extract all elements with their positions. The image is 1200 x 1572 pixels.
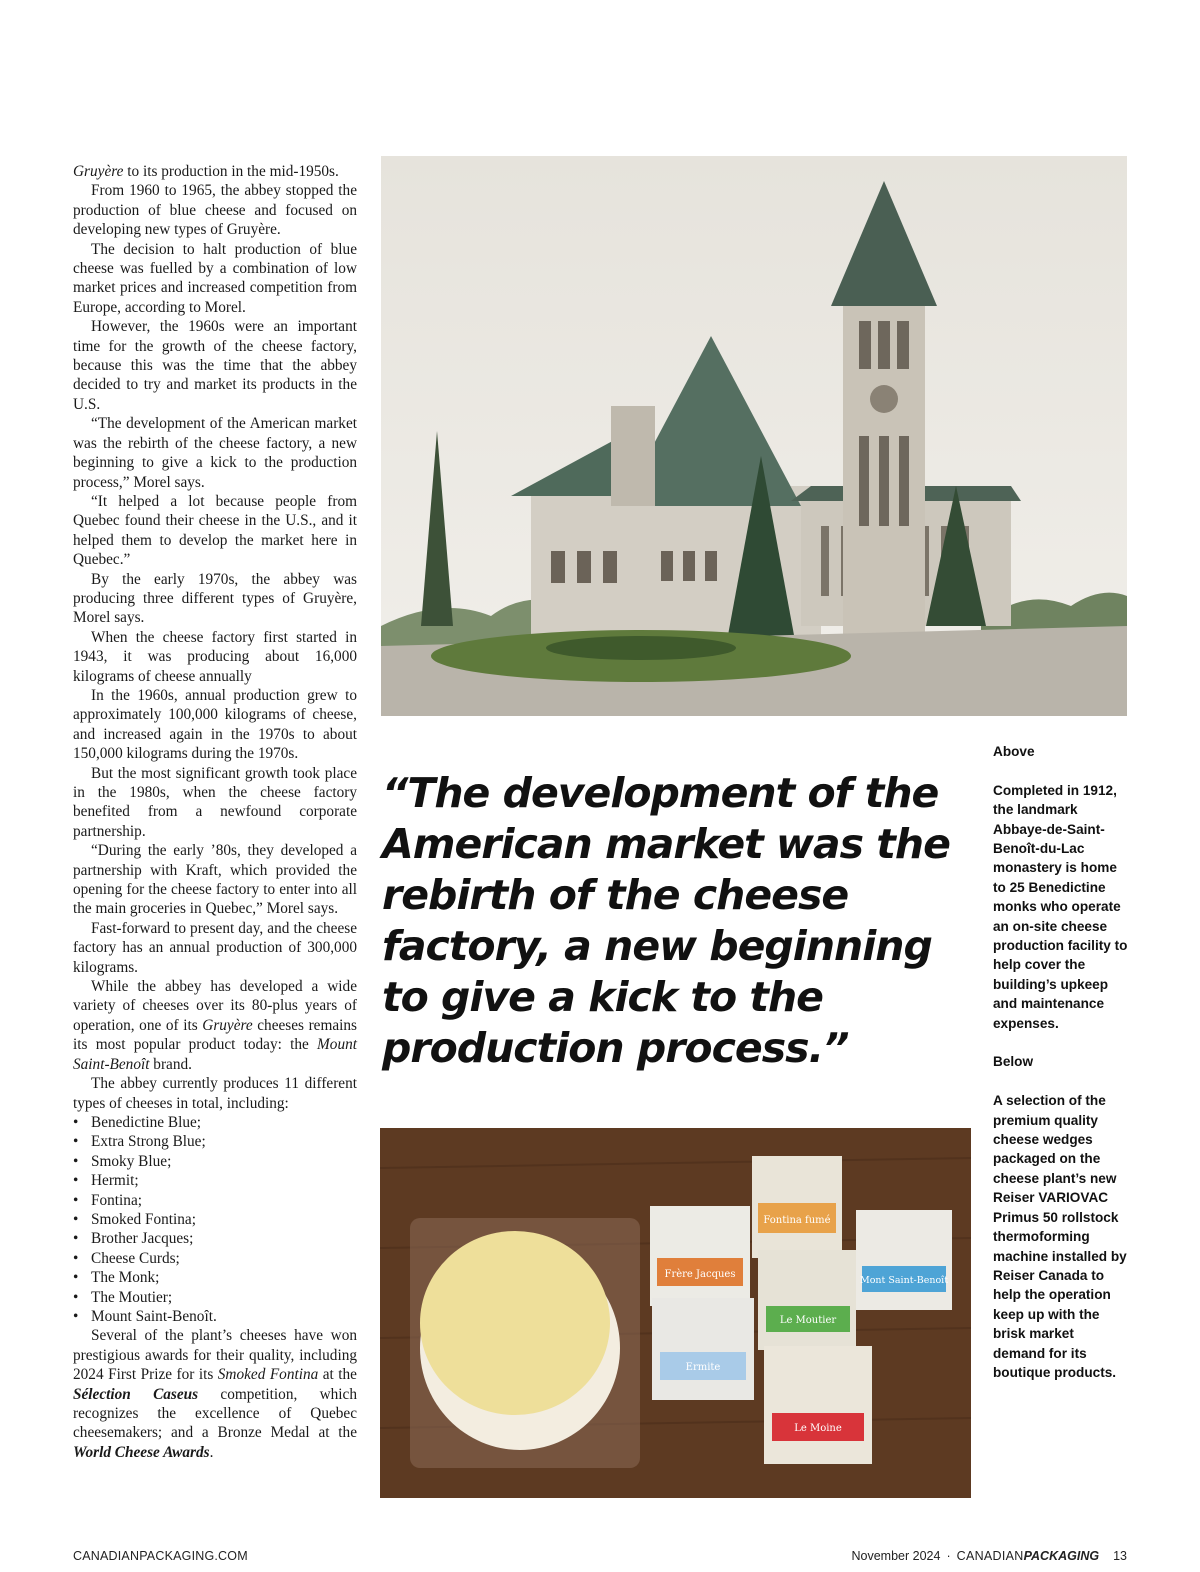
emphasis-text: Sélection Caseus: [73, 1385, 199, 1403]
article-body-column: [73, 162, 357, 1462]
paragraph-text: at the: [318, 1366, 357, 1384]
paragraph: “It helped a lot because people from Quebec found their cheese in the U.S., and it helped them to develop the market here in Quebec.”: [73, 492, 357, 569]
package-label: Frère Jacques: [664, 1269, 736, 1280]
caption-label-below: Below: [993, 1054, 1034, 1070]
emphasis-text: Smoked Fontina: [217, 1366, 319, 1384]
package-label: Le Moine: [794, 1423, 842, 1434]
paragraph: [73, 977, 357, 1074]
list-item: • Mount Saint-Benoît.: [73, 1307, 357, 1326]
paragraph: “The development of the American market was the rebirth of the cheese factory, a new beginning to give a kick to the production process,” Morel says.: [73, 415, 357, 491]
paragraph-text: to its production in the mid-1950s.: [123, 163, 339, 180]
package-label: Fontina fumé: [763, 1215, 831, 1226]
paragraph-text: .: [209, 1443, 214, 1461]
paragraph-text: brand.: [149, 1055, 192, 1073]
emphasis-text: Mount Saint-Benoît: [73, 1036, 357, 1073]
list-item: • Smoked Fontina;: [73, 1210, 357, 1229]
paragraph: “During the early ’80s, they developed a partnership with Kraft, which provided the opening for the cheese factory to enter into all the main groceries in Quebec,” Morel says.: [73, 842, 357, 918]
paragraph-text: cheeses remains its most popular product today: the: [73, 1016, 357, 1054]
caption-above-text: Completed in 1912, the landmark Abbaye-de-Saint-Benoît-du-Lac monastery is home to 25 Benedictine monks who operate an on-site cheese production facility to help cover the building’s upkeep and maintenance expenses.: [993, 782, 1128, 1031]
paragraph: When the cheese factory first started in 1943, it was producing about 16,000 kilograms of cheese annually: [73, 628, 357, 685]
emphasis-text: Gruyère: [73, 163, 124, 180]
footer-issue-info: [852, 1549, 1128, 1563]
list-item: • Benedictine Blue;: [73, 1113, 357, 1132]
list-item: • Smoky Blue;: [73, 1152, 357, 1171]
footer-separator: ·: [946, 1549, 951, 1563]
photo-captions: [993, 742, 1129, 1382]
list-item: • Fontina;: [73, 1191, 357, 1210]
cheese-illustration: [380, 1128, 971, 1498]
paragraph: In the 1960s, annual production grew to approximately 100,000 kilograms of cheese, and increased again in the 1970s to about 150,000 kilograms during the 1970s.: [73, 686, 357, 763]
monastery-photo: [381, 156, 1127, 716]
issue-date: November 2024: [851, 1549, 941, 1563]
cheese-products-photo: [380, 1128, 971, 1498]
cheese-list: [73, 1113, 357, 1326]
paragraph: Fast-forward to present day, and the cheese factory has an annual production of 300,000 kilograms.: [73, 919, 357, 976]
paragraph-text: competition, which recognizes the excellence of Quebec cheesemakers; and a Bronze Medal at the: [73, 1385, 357, 1442]
emphasis-text: Gruyère: [202, 1016, 253, 1034]
package-label: Mont Saint-Benoît: [859, 1275, 949, 1286]
magazine-brand-bold: PACKAGING: [1023, 1549, 1100, 1563]
paragraph: [73, 1326, 357, 1462]
paragraph: The abbey currently produces 11 different types of cheeses in total, including:: [73, 1075, 357, 1112]
list-item: • The Moutier;: [73, 1288, 357, 1307]
list-item: • Extra Strong Blue;: [73, 1132, 357, 1151]
list-item: • The Monk;: [73, 1268, 357, 1287]
caption-spacer: [993, 761, 1129, 780]
magazine-brand-regular: CANADIAN: [956, 1549, 1024, 1563]
paragraph-text: While the abbey has developed a wide variety of cheeses over its 80-plus years of operation, one of its: [73, 978, 357, 1034]
list-item: • Brother Jacques;: [73, 1229, 357, 1248]
caption-below-text: A selection of the premium quality cheese wedges packaged on the cheese plant’s new Reiser VARIOVAC Primus 50 rollstock thermoforming machine installed by Reiser Canada to help the operation keep up with the brisk market demand for its boutique products.: [993, 1093, 1127, 1380]
list-item: • Cheese Curds;: [73, 1249, 357, 1268]
page-number: 13: [1113, 1549, 1127, 1563]
paragraph: From 1960 to 1965, the abbey stopped the production of blue cheese and focused on developing new types of Gruyère.: [73, 182, 357, 239]
caption-spacer: [993, 1033, 1129, 1052]
package-label: Le Moutier: [779, 1315, 837, 1326]
paragraph: [73, 162, 357, 181]
pull-quote: “The development of the American market was the rebirth of the cheese factory, a new beginning to give a kick to the production process.”: [382, 769, 950, 1072]
paragraph: But the most significant growth took place in the 1980s, when the cheese factory benefited from a newfound corporate partnership.: [73, 764, 357, 840]
footer-website: CANADIANPACKAGING.COM: [73, 1549, 248, 1563]
caption-label-above: Above: [993, 744, 1035, 759]
caption-spacer: [993, 1072, 1129, 1091]
paragraph: The decision to halt production of blue cheese was fuelled by a combination of low market prices and increased competition from Europe, according to Morel.: [73, 240, 357, 316]
paragraph-text: Several of the plant’s cheeses have won prestigious awards for their quality, including 2024 First Prize for its: [73, 1327, 357, 1384]
paragraph: However, the 1960s were an important time for the growth of the cheese factory, because this was the time that the abbey decided to try and market its products in the U.S.: [73, 318, 357, 413]
package-label: Ermite: [685, 1362, 721, 1373]
paragraph: By the early 1970s, the abbey was producing three different types of Gruyère, Morel says.: [73, 570, 357, 627]
monastery-illustration: [381, 156, 1127, 716]
emphasis-text: World Cheese Awards: [73, 1443, 210, 1461]
list-item: • Hermit;: [73, 1171, 357, 1190]
